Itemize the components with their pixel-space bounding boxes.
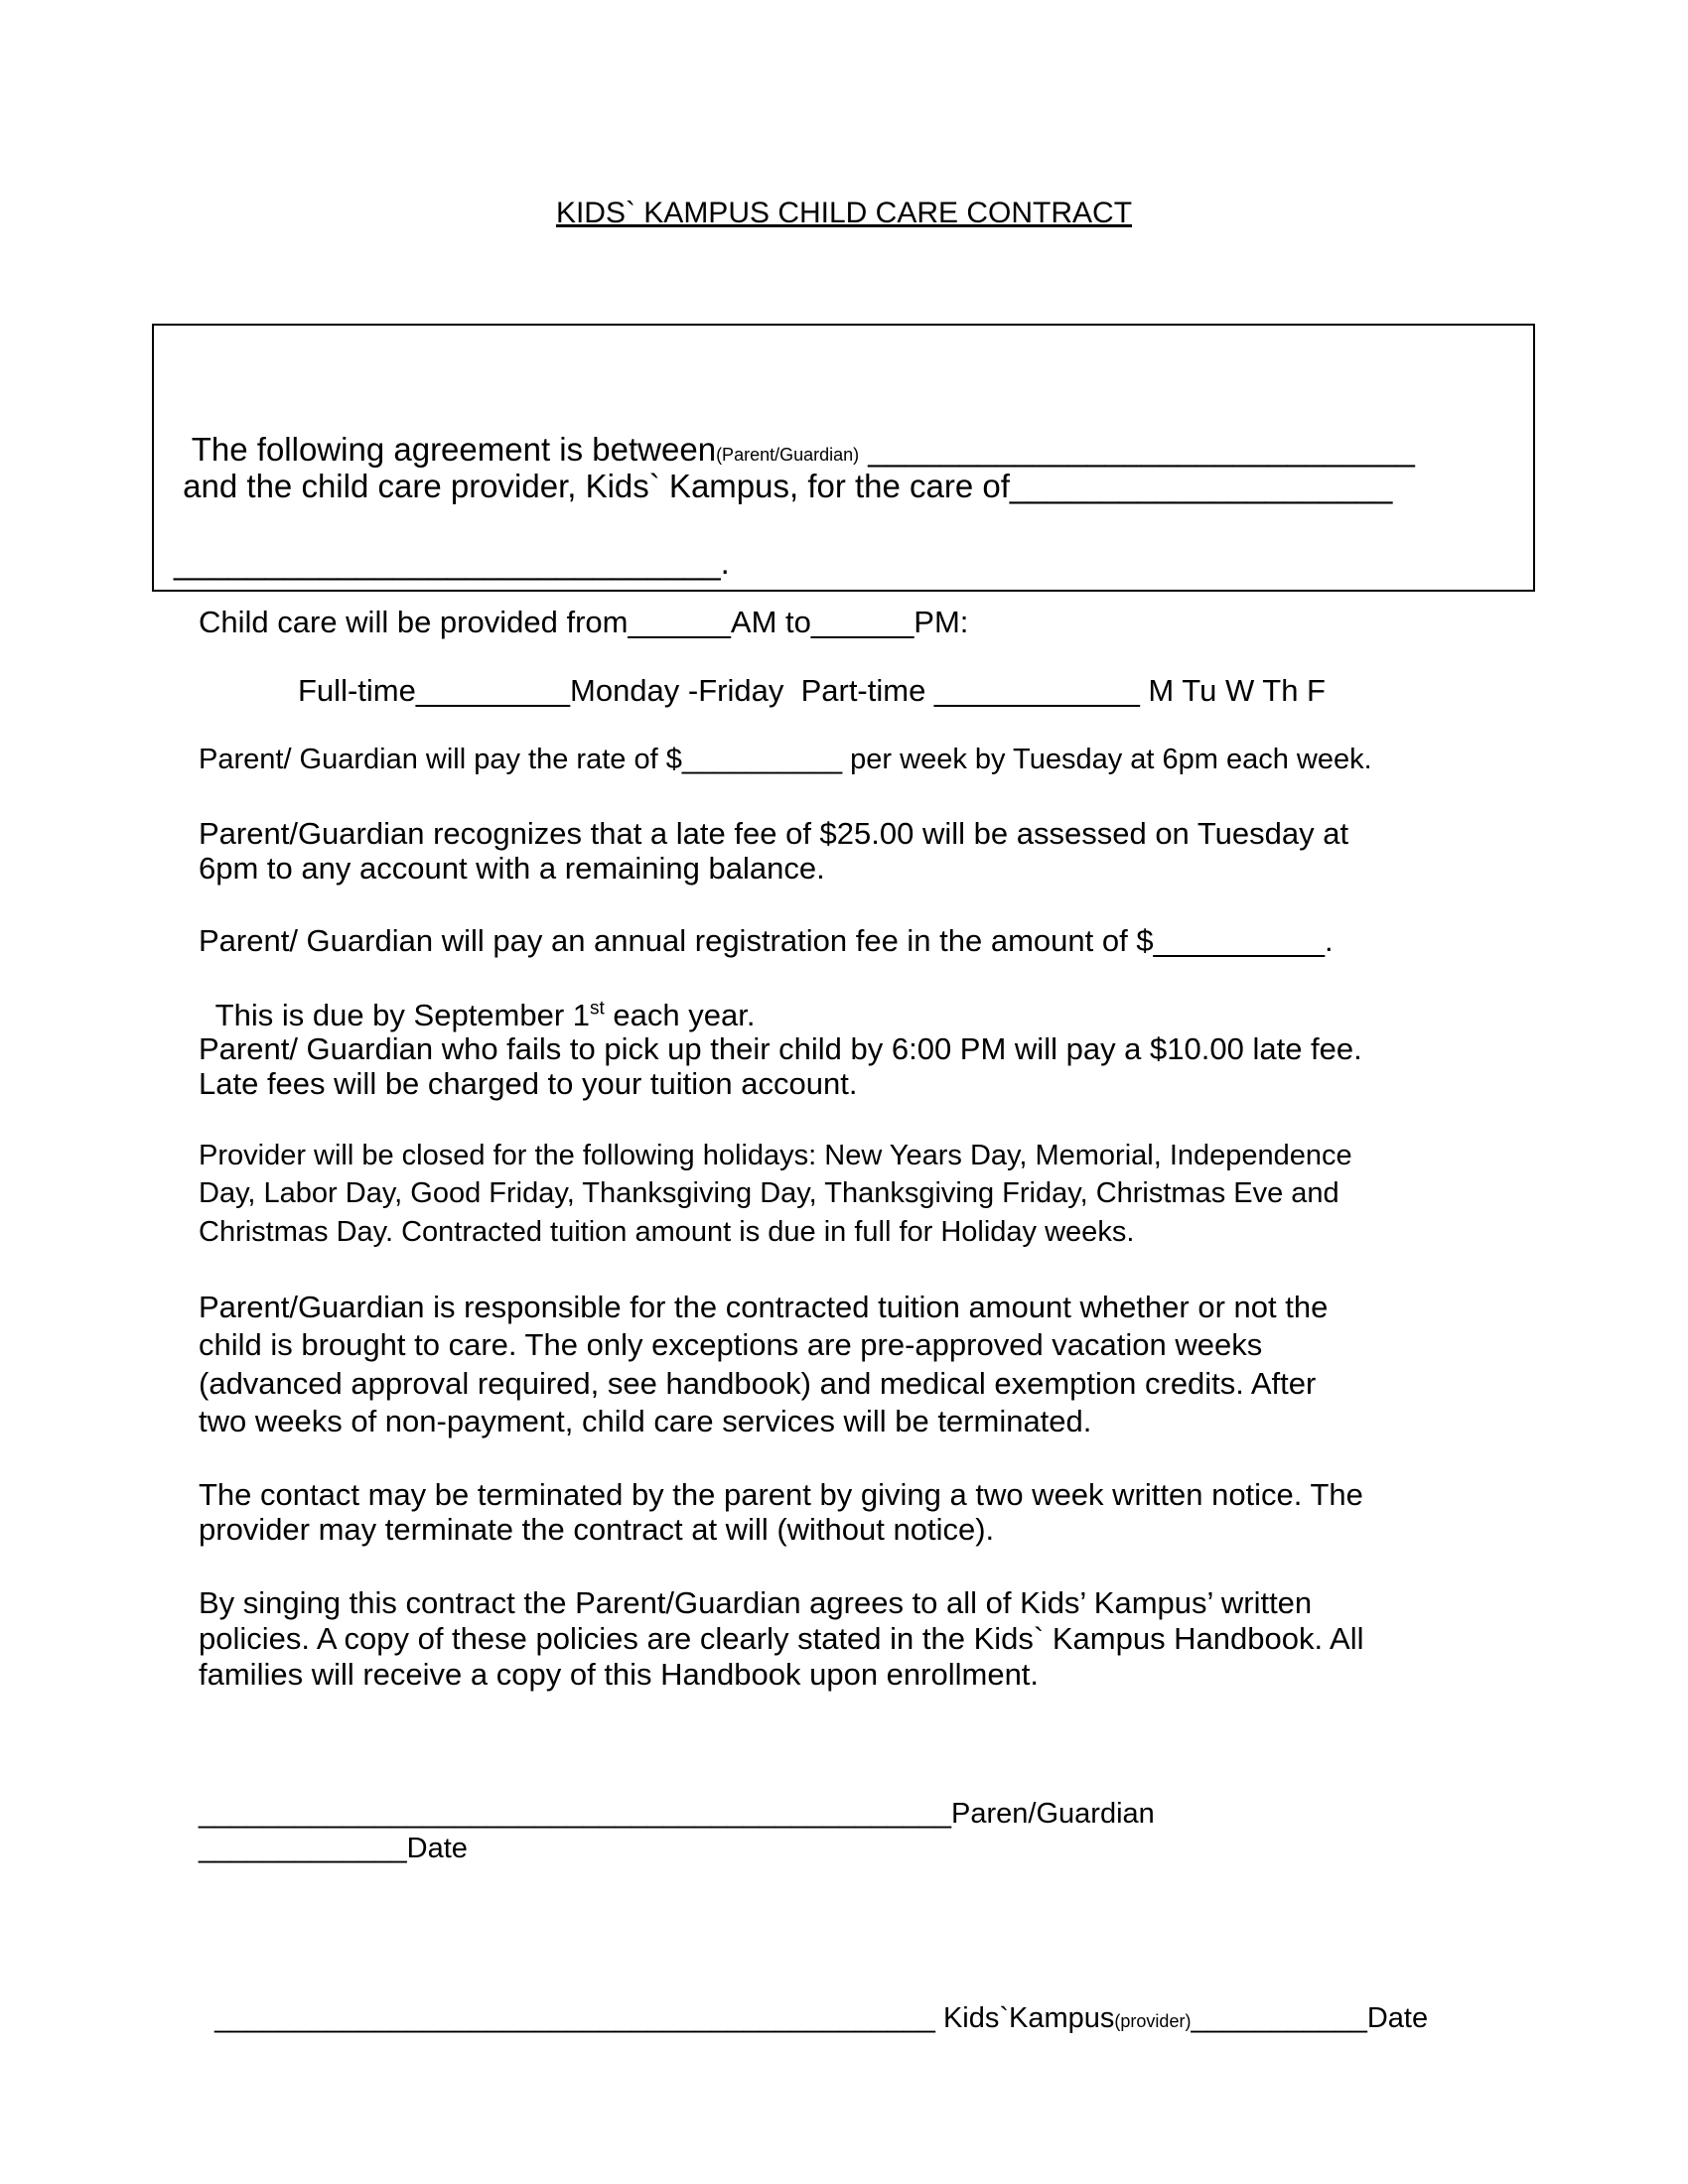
agreement-line-3: ______________________________.: [174, 544, 730, 581]
responsibility-line-2: child is brought to care. The only exceptions are pre-approved vacation weeks: [199, 1327, 1263, 1362]
agreement-intro-text: The following agreement is between: [191, 431, 717, 468]
schedule-line: Full-time_________Monday -Friday Part-time ____________ M Tu W Th F: [298, 673, 1326, 708]
pickup-line-1: Parent/ Guardian who fails to pick up their child by 6:00 PM will pay a $10.00 late fee.: [199, 1031, 1362, 1066]
provider-signature-blank: _____________________________________________ Kids`Kampus: [214, 2002, 1115, 2034]
responsibility-line-4: two weeks of non-payment, child care services will be terminated.: [199, 1404, 1092, 1438]
parent-signature-line: _______________________________________________Paren/Guardian: [199, 1798, 1155, 1830]
responsibility-line-1: Parent/Guardian is responsible for the contracted tuition amount whether or not the: [199, 1290, 1329, 1324]
registration-due-tail: each year.: [604, 998, 756, 1032]
pickup-line-2: Late fees will be charged to your tuition account.: [199, 1066, 858, 1101]
late-fee-line-1: Parent/Guardian recognizes that a late fee of $25.00 will be assessed on Tuesday at: [199, 816, 1349, 851]
registration-line-2: [199, 962, 755, 1033]
policies-line-1: By singing this contract the Parent/Guardian agrees to all of Kids’ Kampus’ written: [199, 1585, 1313, 1620]
late-fee-line-2: 6pm to any account with a remaining balance.: [199, 851, 825, 886]
contract-title: KIDS` KAMPUS CHILD CARE CONTRACT: [555, 197, 1133, 229]
registration-due-text: This is due by September 1: [214, 998, 591, 1032]
policies-line-2: policies. A copy of these policies are clearly stated in the Kids` Kampus Handbook. All: [199, 1621, 1364, 1656]
rate-line: Parent/ Guardian will pay the rate of $__________ per week by Tuesday at 6pm each week.: [199, 744, 1372, 775]
holidays-line-2: Day, Labor Day, Good Friday, Thanksgiving Day, Thanksgiving Friday, Christmas Eve and: [199, 1177, 1339, 1209]
parent-guardian-blank: ______________________________: [859, 431, 1415, 468]
registration-line-1: Parent/ Guardian will pay an annual registration fee in the amount of $__________.: [199, 923, 1334, 958]
provider-caption: (provider): [1114, 2011, 1192, 2031]
provider-signature-line: [199, 1970, 1428, 2035]
parent-guardian-caption: (Parent/Guardian): [716, 445, 860, 465]
hours-line: Child care will be provided from______AM to______PM:: [199, 605, 969, 639]
agreement-line-2: and the child care provider, Kids` Kampus, for the care of_____________________: [174, 468, 1393, 504]
parent-date-line: _____________Date: [199, 1833, 468, 1864]
holidays-line-1: Provider will be closed for the following holidays: New Years Day, Memorial, Independence: [199, 1140, 1352, 1171]
holidays-line-3: Christmas Day. Contracted tuition amount is due in full for Holiday weeks.: [199, 1216, 1135, 1248]
provider-date-line: ___________Date: [1191, 2002, 1429, 2034]
termination-line-1: The contact may be terminated by the parent by giving a two week written notice. The: [199, 1477, 1363, 1512]
responsibility-line-3: (advanced approval required, see handbook) and medical exemption credits. After: [199, 1366, 1317, 1401]
policies-line-3: families will receive a copy of this Handbook upon enrollment.: [199, 1657, 1040, 1692]
ordinal-suffix: st: [590, 998, 605, 1020]
agreement-line-1: [174, 393, 1415, 469]
termination-line-2: provider may terminate the contract at will (without notice).: [199, 1512, 995, 1547]
